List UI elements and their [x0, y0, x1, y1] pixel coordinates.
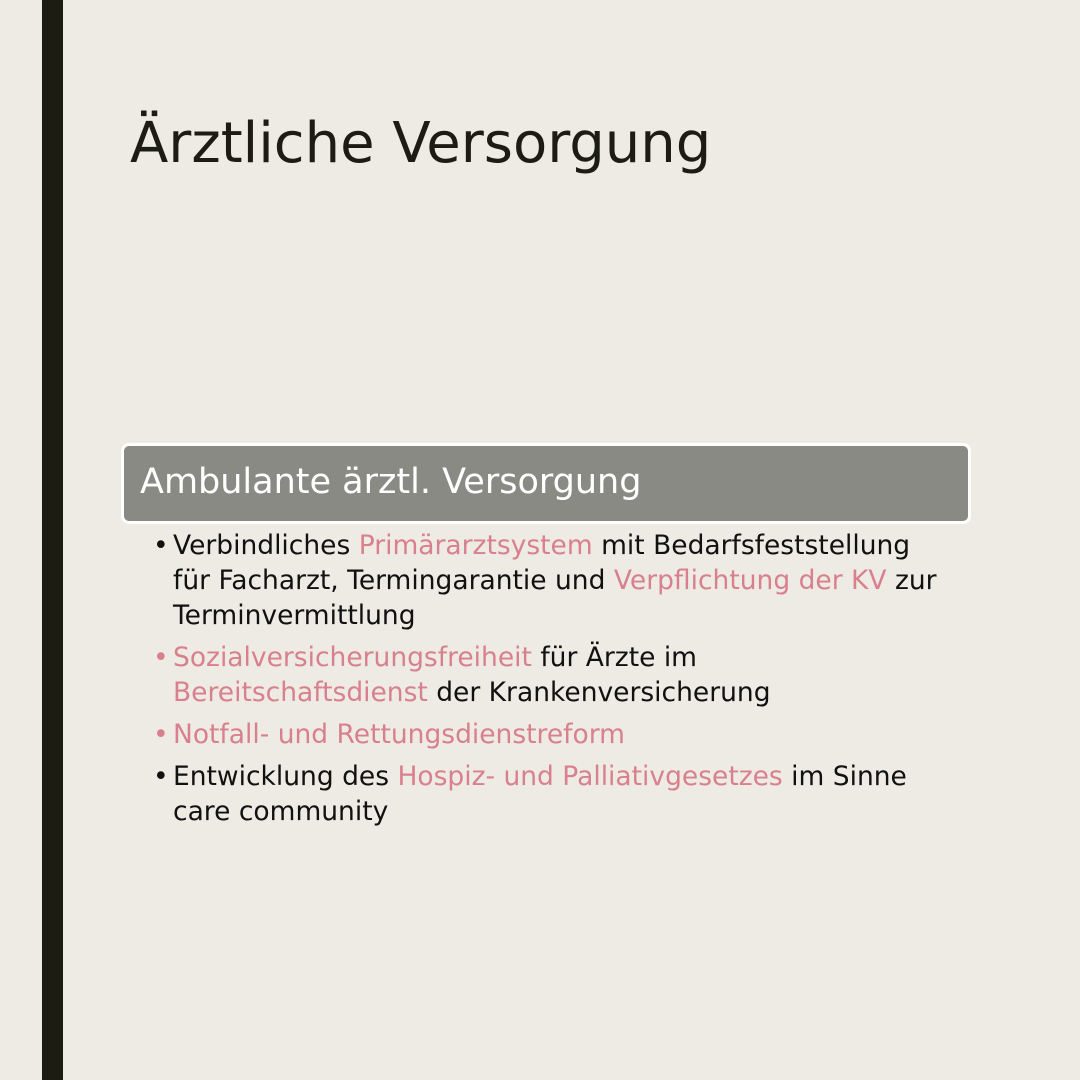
bullet-text: zur Terminvermittlung	[173, 565, 937, 631]
highlight-term: Verpflichtung der KV	[613, 565, 887, 596]
bullet-item	[150, 759, 950, 829]
bullet-item	[150, 717, 950, 752]
bullet-item	[150, 528, 950, 633]
bullet-text: für Ärzte im	[531, 642, 698, 673]
highlight-term: Sozialversicherungsfreiheit	[173, 642, 532, 673]
bullet-marker: •	[153, 642, 169, 673]
section-header-text: Ambulante ärztl. Versorgung	[140, 462, 642, 502]
highlight-term: Notfall- und Rettungsdienstreform	[173, 719, 625, 750]
bullet-marker: •	[153, 530, 169, 561]
bullet-text: im Sinne care community	[173, 761, 907, 827]
bullet-text: mit Bedarfsfeststellung für Facharzt, Termingarantie und	[173, 530, 911, 596]
highlight-term: Hospiz- und Palliativgesetzes	[397, 761, 783, 792]
bullet-text: Verbindliches	[173, 530, 359, 561]
section-header-box	[121, 443, 971, 524]
bullet-text: Entwicklung des	[173, 761, 398, 792]
decorative-side-bar	[42, 0, 63, 1080]
bullet-marker: •	[153, 761, 169, 792]
slide-title: Ärztliche Versorgung	[130, 111, 712, 176]
highlight-term: Bereitschaftsdienst	[173, 677, 428, 708]
highlight-term: Primärarztsystem	[358, 530, 593, 561]
bullet-item	[150, 640, 950, 710]
bullet-marker: •	[153, 719, 169, 750]
bullet-text: der Krankenversicherung	[427, 677, 771, 708]
bullet-list	[150, 528, 950, 836]
